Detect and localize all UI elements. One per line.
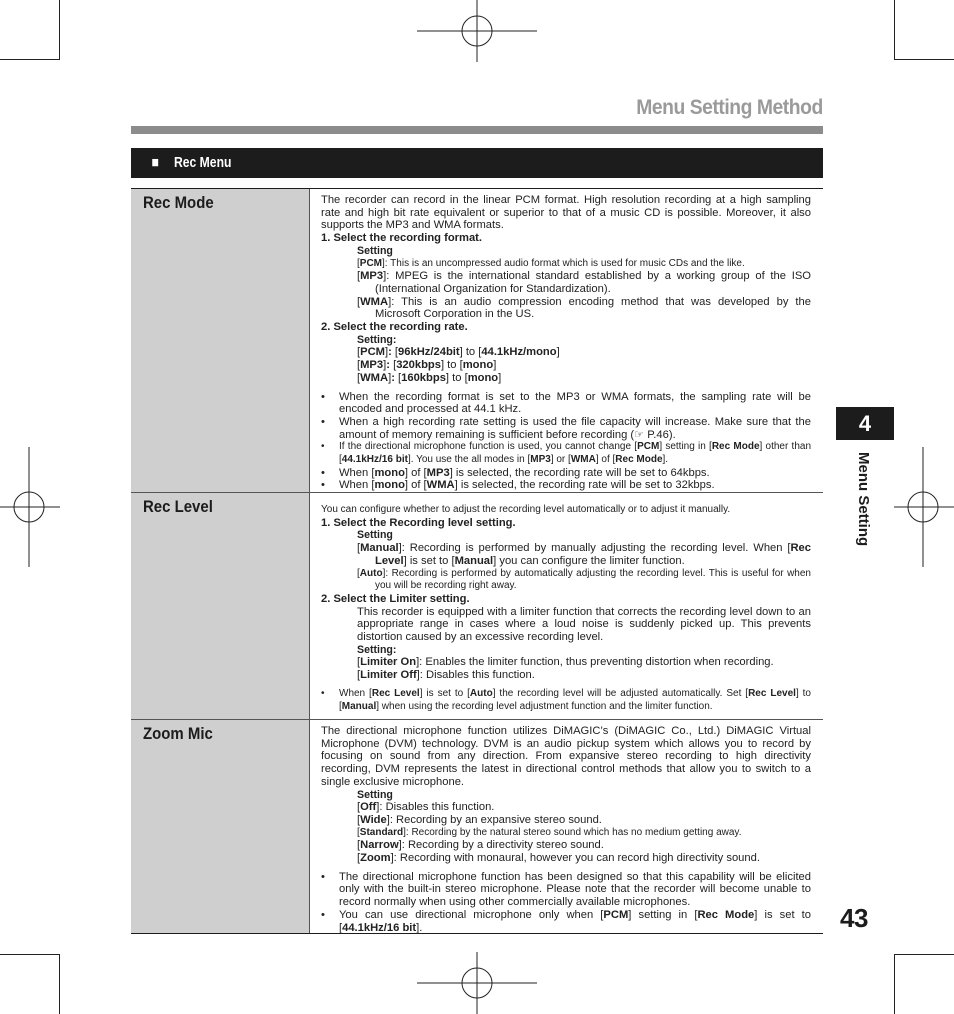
rate-to: mono bbox=[467, 371, 499, 384]
table-row-zoom-mic bbox=[131, 719, 823, 933]
note-item: • The directional microphone function has been designed so that this capability will be elicited only with the built-in stereo microphone. Please note that the recorder will become unable to record normally when using other commercially available microphones. bbox=[321, 870, 811, 909]
note-item: • You can use directional microphone only when [PCM] setting in [Rec Mode] is set to [44.1kHz/16 bit]. bbox=[321, 908, 811, 934]
crop-mark bbox=[894, 0, 895, 60]
setting-heading: Setting bbox=[357, 244, 393, 257]
row-label-cell bbox=[131, 720, 310, 933]
zoom-option: [Wide]: Recording by an expansive stereo sound. bbox=[357, 813, 602, 826]
crop-mark bbox=[59, 0, 60, 60]
note-item: • When a high recording rate setting is used the file capacity will increase. Make sure that the amount of memory remaining is sufficient before recording (☞ P.46). bbox=[321, 415, 811, 441]
rec-level-description bbox=[310, 493, 823, 719]
rate-key: WMA bbox=[360, 371, 389, 384]
manual-option: [Manual]: Recording is performed by manually adjusting the recording level. When [Rec Level] is set to [Manual] you can configure the limiter function. bbox=[357, 542, 811, 567]
note-text: The directional microphone function has been designed so that this capability will be elicited only with the built-in stereo microphone. Please note that the recorder will become unable to record normally when using other commercially available microphones. bbox=[339, 870, 811, 909]
section-header bbox=[131, 148, 823, 178]
setting-heading: Setting bbox=[357, 788, 393, 801]
zoom-option: [Off]: Disables this function. bbox=[357, 801, 495, 814]
square-bullet-icon: ■ bbox=[151, 154, 159, 171]
zoom-option: [Standard]: Recording by the natural stereo sound which has no medium getting away. bbox=[357, 826, 742, 838]
note-text: When the recording format is set to the MP3 or WMA formats, the sampling rate will be encoded and processed at 44.1 kHz. bbox=[339, 390, 811, 416]
table-row-rec-level bbox=[131, 492, 823, 719]
rate-from: 96kHz/24bit bbox=[398, 346, 460, 359]
option-desc: : This is an uncompressed audio format which is used for music CDs and the like. bbox=[384, 257, 745, 269]
crop-mark bbox=[894, 954, 954, 955]
option-key: MP3 bbox=[360, 270, 384, 283]
option-key: PCM bbox=[359, 257, 383, 269]
registration-mark-bottom bbox=[417, 952, 537, 1014]
rate-to: mono bbox=[462, 359, 494, 372]
crop-mark bbox=[59, 954, 60, 1014]
zoom-mic-intro: The directional microphone function utilizes DiMAGIC’s (DiMAGIC Co., Ltd.) DiMAGIC Virtual Microphone (DVM) technology. DVM is an audio pickup system which allows you to record by focusing on sound from any direction. From expansive stereo recording to high directivity recording, DVM represents the latest in directional control methods that allow you to switch to a single exclusive microphone. bbox=[321, 725, 811, 788]
rec-level-label: Rec Level bbox=[143, 497, 213, 516]
zoom-mic-description bbox=[310, 720, 823, 933]
note-item: • When the recording format is set to the MP3 or WMA formats, the sampling rate will be encoded and processed at 44.1 kHz. bbox=[321, 390, 811, 416]
auto-option: [Auto]: Recording is performed by automatically adjusting the recording level. This is useful for when you will be recording right away. bbox=[357, 567, 811, 592]
note-item: • When [Rec Level] is set to [Auto] the recording level will be adjusted automatically. Set [Rec Level] to [Manual] when using the recording level adjustment function and the limiter function. bbox=[321, 687, 811, 712]
chapter-tab-label: Menu Setting bbox=[855, 452, 872, 547]
note-item: • When [mono] of [MP3] is selected, the recording rate will be set to 64kbps. bbox=[321, 466, 710, 479]
rate-to: 44.1kHz/mono bbox=[481, 346, 557, 359]
row-label-cell bbox=[131, 493, 310, 719]
crop-mark bbox=[0, 954, 60, 955]
rate-from: 160kbps bbox=[401, 371, 446, 384]
rate-key: PCM bbox=[360, 346, 385, 359]
row-label-cell bbox=[131, 189, 310, 492]
limiter-on-option: [Limiter On]: Enables the limiter function, thus preventing distortion when recording. bbox=[357, 656, 774, 669]
note-text: When a high recording rate setting is used the file capacity will increase. Make sure that the amount of memory remaining is sufficient before recording (☞ P.46). bbox=[339, 415, 811, 441]
rate-option: [WMA]: [160kbps] to [mono] bbox=[357, 371, 502, 384]
crop-mark bbox=[0, 59, 60, 60]
limiter-off-option: [Limiter Off]: Disables this function. bbox=[357, 669, 535, 682]
rate-option: [PCM]: [96kHz/24bit] to [44.1kHz/mono] bbox=[357, 346, 560, 359]
option-desc: : MPEG is the international standard established by a working group of the ISO (International Organization for Standardization). bbox=[375, 270, 811, 295]
rec-mode-intro: The recorder can record in the linear PCM format. High resolution recording at a high sampling rate and high bit rate equivalent or superior to that of a music CD is possible. Moreover, it also supports the MP3 and WMA formats. bbox=[321, 194, 811, 232]
rec-level-step-1: 1. Select the Recording level setting. bbox=[321, 516, 516, 529]
settings-table bbox=[131, 188, 823, 934]
registration-mark-top bbox=[417, 0, 537, 62]
rate-option: [MP3]: [320kbps] to [mono] bbox=[357, 359, 497, 372]
rec-mode-step-1: 1. Select the recording format. bbox=[321, 232, 483, 245]
chapter-tab: 4 bbox=[836, 407, 894, 440]
rec-level-step-2: 2. Select the Limiter setting. bbox=[321, 592, 470, 605]
zoom-option: [Zoom]: Recording with monaural, however you can record high directivity sound. bbox=[357, 852, 760, 865]
wma-option: [WMA]: This is an audio compression encoding method that was developed by the Microsoft Corporation in the US. bbox=[357, 295, 811, 321]
mp3-option: [MP3]: MPEG is the international standard established by a working group of the ISO (International Organization for Standardization). bbox=[357, 270, 811, 295]
rate-key: MP3 bbox=[360, 359, 384, 372]
section-title: Rec Menu bbox=[174, 154, 232, 171]
table-row-rec-mode bbox=[131, 189, 823, 492]
option-desc: : This is an audio compression encoding method that was developed by the Microsoft Corporation in the US. bbox=[375, 295, 811, 321]
pcm-option: [PCM]: This is an uncompressed audio format which is used for music CDs and the like. bbox=[357, 257, 745, 269]
title-rule bbox=[131, 126, 823, 134]
rate-from: 320kbps bbox=[396, 359, 441, 372]
crop-mark bbox=[894, 954, 895, 1014]
zoom-mic-label: Zoom Mic bbox=[143, 724, 213, 743]
rec-mode-label: Rec Mode bbox=[143, 193, 214, 212]
registration-mark-right bbox=[894, 447, 954, 567]
registration-mark-left bbox=[0, 447, 60, 567]
note-item: • If the directional microphone function is used, you cannot change [PCM] setting in [Rec Mode] other than [44.1kHz/16 bit]. You use the all modes in [MP3] or [WMA] of [Rec Mode]. bbox=[321, 441, 812, 466]
rec-mode-step-2: 2. Select the recording rate. bbox=[321, 321, 468, 334]
setting-heading: Setting: bbox=[357, 333, 397, 346]
page-number: 43 bbox=[840, 903, 868, 933]
setting-heading: Setting: bbox=[357, 643, 397, 656]
option-key: WMA bbox=[360, 295, 389, 308]
crop-mark bbox=[894, 59, 954, 60]
note-item: • When [mono] of [WMA] is selected, the recording rate will be set to 32kbps. bbox=[321, 479, 715, 492]
page-title: Menu Setting Method bbox=[636, 96, 823, 119]
limiter-intro: This recorder is equipped with a limiter function that corrects the recording level down to an appropriate range in cases where a loud noise is suddenly picked up. This prevents distortion caused by an excessive recording level. bbox=[357, 605, 811, 644]
zoom-option: [Narrow]: Recording by a directivity stereo sound. bbox=[357, 839, 604, 852]
rec-mode-description bbox=[310, 189, 823, 492]
setting-heading: Setting bbox=[357, 529, 393, 542]
rec-level-intro: You can configure whether to adjust the recording level automatically or to adjust it manually. bbox=[321, 504, 731, 515]
